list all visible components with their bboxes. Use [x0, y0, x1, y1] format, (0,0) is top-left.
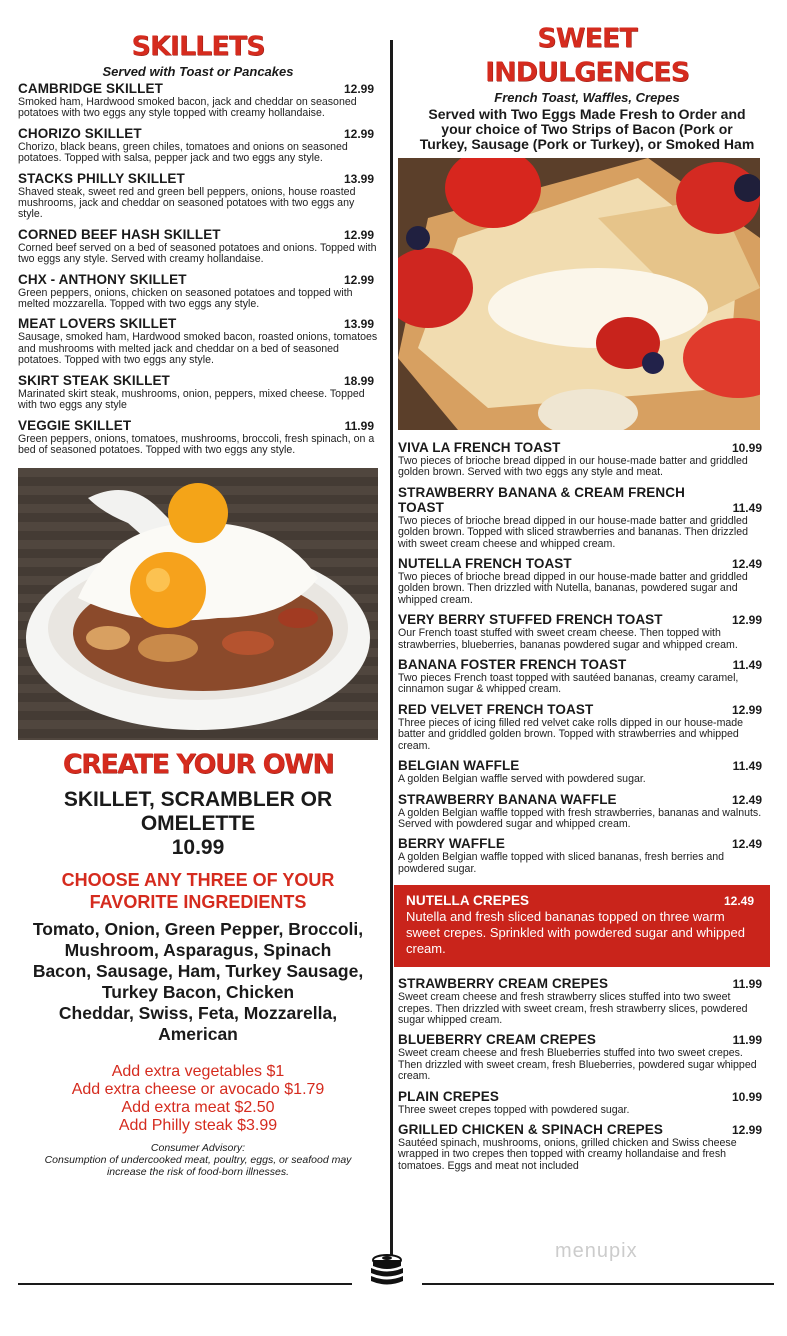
item-price: 11.49 — [732, 658, 762, 673]
item-description: Chorizo, black beans, green chiles, tomatoes and onions on seasoned potatoes. Topped with salsa, pepper jack and two eggs any style. — [18, 140, 348, 165]
menu-item — [398, 976, 766, 1026]
item-description: Smoked ham, Hardwood smoked bacon, jack and cheddar on seasoned potatoes with two eggs any style topped with creamy hollandaise. — [18, 96, 357, 120]
advisory-title: Consumer Advisory: — [150, 1142, 246, 1155]
menu-item — [398, 792, 766, 831]
ingredient-line: Tomato, Onion, Green Pepper, Broccoli, — [32, 919, 364, 940]
menu-item — [18, 316, 378, 366]
pancake-stack-icon — [362, 1250, 412, 1290]
create-sub-line: OMELETTE — [140, 812, 256, 836]
item-name: VIVA LA FRENCH TOAST — [398, 440, 561, 455]
choose-line: CHOOSE ANY THREE OF YOUR — [61, 870, 335, 891]
item-description: Our French toast stuffed with sweet cream cheese. Then topped with strawberries, blueberries, bananas powdered sugar and whipped cream. — [398, 627, 738, 651]
ingredient-line: Turkey Bacon, Chicken — [101, 982, 295, 1003]
item-description: Marinated skirt steak, mushrooms, onion, peppers, mixed cheese. Topped with two eggs any style — [18, 387, 365, 412]
menu-item — [398, 1122, 766, 1172]
menu-item — [398, 612, 766, 651]
item-price: 11.99 — [732, 977, 762, 992]
menu-item — [18, 373, 378, 412]
item-name: VERY BERRY STUFFED FRENCH TOAST — [398, 612, 663, 628]
item-description: Nutella and fresh sliced bananas topped on three warm sweet crepes. Sprinkled with powdered sugar and whipped cream. — [406, 909, 745, 957]
item-name: NUTELLA FRENCH TOAST — [398, 556, 572, 572]
item-name: STACKS PHILLY SKILLET — [18, 170, 185, 186]
sweet-subtitle: French Toast, Waffles, Crepes — [494, 90, 680, 105]
item-price: 12.49 — [731, 557, 762, 572]
intro-line: your choice of Two Strips of Bacon (Pork or — [441, 121, 733, 137]
french-toast-illustration — [398, 158, 760, 430]
item-price: 12.99 — [343, 227, 374, 242]
ingredient-line: American — [158, 1024, 238, 1045]
item-name: NUTELLA CREPES — [406, 893, 530, 909]
extra-line: Add extra meat $2.50 — [121, 1099, 275, 1117]
extras-list — [18, 1063, 378, 1135]
item-price: 12.99 — [343, 126, 374, 141]
bottom-rule-right — [422, 1283, 774, 1285]
ingredients-list — [18, 919, 378, 1045]
skillets-column — [18, 30, 378, 1178]
skillets-heading: SKILLETS — [131, 31, 265, 62]
item-name: CORNED BEEF HASH SKILLET — [18, 226, 221, 242]
ingredient-line: Bacon, Sausage, Ham, Turkey Sausage, — [32, 961, 364, 982]
item-name: VEGGIE SKILLET — [18, 417, 132, 433]
item-name: CHORIZO SKILLET — [18, 125, 142, 141]
item-description: Shaved steak, sweet red and green bell peppers, onions, house roasted mushrooms, jack and cheddar on seasoned potatoes with two eggs any style. — [18, 185, 356, 221]
item-price: 12.99 — [731, 1122, 762, 1137]
item-price: 11.49 — [732, 500, 762, 515]
sweet-indulgences-column — [398, 22, 776, 1172]
item-name: MEAT LOVERS SKILLET — [18, 316, 177, 332]
consumer-advisory — [18, 1142, 378, 1178]
item-name: STRAWBERRY BANANA & CREAM FRENCH — [398, 484, 685, 500]
bottom-rule-left — [18, 1283, 352, 1285]
item-name-cont: TOAST — [398, 499, 445, 515]
item-name: PLAIN CREPES — [398, 1088, 499, 1104]
menu-item — [398, 836, 766, 875]
menu-item — [18, 81, 378, 120]
item-description: A golden Belgian waffle served with powdered sugar. — [398, 773, 646, 786]
featured-nutella-crepes — [394, 885, 770, 967]
item-price: 12.99 — [731, 613, 762, 628]
item-description: Green peppers, onions, chicken on seasoned potatoes and topped with melted mozzarella. Topped with two eggs any style. — [18, 286, 353, 311]
create-subheading — [18, 788, 378, 860]
advisory-line: Consumption of undercooked meat, poultry, eggs, or seafood may — [44, 1154, 352, 1167]
menu-item — [398, 758, 766, 785]
item-description: Two pieces of brioche bread dipped in our house-made batter and griddled golden brown. Served with two eggs any style and meat. — [398, 455, 748, 479]
item-name: BANANA FOSTER FRENCH TOAST — [398, 657, 627, 673]
item-name: STRAWBERRY CREAM CREPES — [398, 976, 609, 992]
item-description: Sweet cream cheese and fresh Blueberries stuffed into two sweet crepes. Then drizzled with sweet cream, fresh Blueberries, powdered sugar whipped cream. — [398, 1047, 757, 1083]
menu-item — [398, 1032, 766, 1082]
item-price: 10.99 — [731, 441, 762, 455]
menu-item — [398, 657, 766, 696]
item-price: 18.99 — [343, 373, 374, 388]
menu-item — [398, 702, 766, 752]
item-name: RED VELVET FRENCH TOAST — [398, 701, 594, 717]
pancake-stack-logo — [362, 1250, 412, 1290]
item-price: 12.99 — [343, 272, 374, 287]
item-description: Two pieces of brioche bread dipped in our house-made batter and griddled golden brown. Then drizzled with Nutella, bananas, powdered sugar and whipped cream. — [398, 571, 748, 606]
item-description: Two pieces French toast topped with sautéed bananas, creamy caramel, cinnamon sugar & whipped cream. — [398, 672, 739, 696]
create-your-own-heading: CREATE YOUR OWN — [62, 749, 334, 781]
item-description: Sweet cream cheese and fresh strawberry slices stuffed into two sweet crepes. Then drizzled with sweet cream, fresh strawberry slices, powdered sugar whipped cream. — [398, 991, 748, 1026]
item-price: 11.99 — [344, 418, 374, 433]
skillet-photo-illustration — [18, 468, 378, 740]
item-price: 11.99 — [732, 1033, 762, 1048]
item-price: 13.99 — [343, 317, 374, 332]
heading-line: INDULGENCES — [484, 57, 690, 88]
item-description: Sausage, smoked ham, Hardwood smoked bacon, roasted onions, tomatoes and mushrooms with melted jack and cheddar on a bed of seasoned potatoes. Topped with two eggs any style. — [18, 331, 378, 367]
create-price: 10.99 — [171, 836, 225, 860]
item-price: 12.49 — [731, 837, 762, 852]
item-name: SKIRT STEAK SKILLET — [18, 372, 170, 388]
item-price: 12.49 — [723, 894, 754, 909]
choose-line: FAVORITE INGREDIENTS — [89, 892, 307, 913]
item-name: BLUEBERRY CREAM CREPES — [398, 1032, 596, 1048]
advisory-line: increase the risk of food-born illnesses. — [106, 1166, 290, 1179]
sweet-indulgences-heading — [398, 22, 776, 90]
menu-item — [398, 485, 766, 550]
column-divider — [390, 40, 393, 1266]
menu-item — [18, 171, 378, 221]
create-sub-line: SKILLET, SCRAMBLER OR — [63, 788, 333, 812]
skillets-subtitle: Served with Toast or Pancakes — [102, 64, 294, 79]
item-price: 12.99 — [731, 702, 762, 717]
menu-item — [398, 440, 766, 479]
skillet-photo — [18, 468, 378, 740]
ingredient-line: Mushroom, Asparagus, Spinach — [64, 940, 332, 961]
item-description: A golden Belgian waffle topped with fresh strawberries, bananas and walnuts. Served with powdered sugar and whipped cream. — [398, 806, 762, 830]
item-price: 13.99 — [343, 171, 374, 186]
menu-item — [18, 126, 378, 165]
item-name: CAMBRIDGE SKILLET — [18, 81, 163, 96]
heading-line: SWEET — [537, 23, 637, 54]
menu-item — [18, 272, 378, 311]
intro-line: Turkey, Sausage (Pork or Turkey), or Smoked Ham — [419, 136, 755, 152]
choose-ingredients-heading — [18, 869, 378, 913]
item-price: 11.49 — [732, 759, 762, 774]
menu-item — [398, 556, 766, 606]
item-name: CHX - ANTHONY SKILLET — [18, 271, 187, 287]
item-description: Two pieces of brioche bread dipped in our house-made batter and griddled golden brown. Topped with sliced strawberries and bananas. Then drizzled with sweet cream cheese and whipped cream. — [398, 514, 749, 550]
ingredient-line: Cheddar, Swiss, Feta, Mozzarella, — [58, 1003, 338, 1024]
menu-item — [18, 227, 378, 266]
sweet-intro — [398, 107, 776, 152]
item-description: Corned beef served on a bed of seasoned potatoes and onions. Topped with two eggs any style. Served with creamy hollandaise. — [18, 241, 377, 266]
item-name: STRAWBERRY BANANA WAFFLE — [398, 791, 617, 807]
item-price: 12.99 — [343, 82, 374, 96]
item-name: BERRY WAFFLE — [398, 836, 505, 852]
item-description: A golden Belgian waffle topped with sliced bananas, fresh berries and powdered sugar. — [398, 851, 725, 875]
item-description: Sautéed spinach, mushrooms, onions, grilled chicken and Swiss cheese wrapped in two crepes then topped with creamy hollandaise and fresh tomatoes. Eggs and meat not included — [398, 1136, 737, 1172]
french-toast-photo — [398, 158, 760, 430]
menupix-watermark: menupix — [555, 1240, 638, 1262]
item-description: Three sweet crepes topped with powdered sugar. — [398, 1103, 630, 1116]
skillets-list — [18, 81, 378, 456]
item-description: Green peppers, onions, tomatoes, mushrooms, broccoli, fresh spinach, on a bed of seasoned potatoes. Topped with two eggs any style. — [18, 432, 375, 456]
item-name: BELGIAN WAFFLE — [398, 758, 520, 774]
intro-line: Served with Two Eggs Made Fresh to Order and — [428, 106, 746, 122]
extra-line: Add extra vegetables $1 — [111, 1063, 285, 1081]
item-name: GRILLED CHICKEN & SPINACH CREPES — [398, 1121, 663, 1137]
item-price: 10.99 — [731, 1089, 762, 1104]
menu-item — [18, 418, 378, 457]
extra-line: Add Philly steak $3.99 — [118, 1117, 278, 1135]
item-description: Three pieces of icing filled red velvet cake rolls dipped in our house-made batter and griddled golden brown. Topped with strawberries and whipped cream. — [398, 716, 744, 752]
menu-item — [398, 1089, 766, 1116]
item-price: 12.49 — [731, 792, 762, 807]
extra-line: Add extra cheese or avocado $1.79 — [71, 1081, 325, 1099]
sweet-list — [398, 440, 766, 1172]
